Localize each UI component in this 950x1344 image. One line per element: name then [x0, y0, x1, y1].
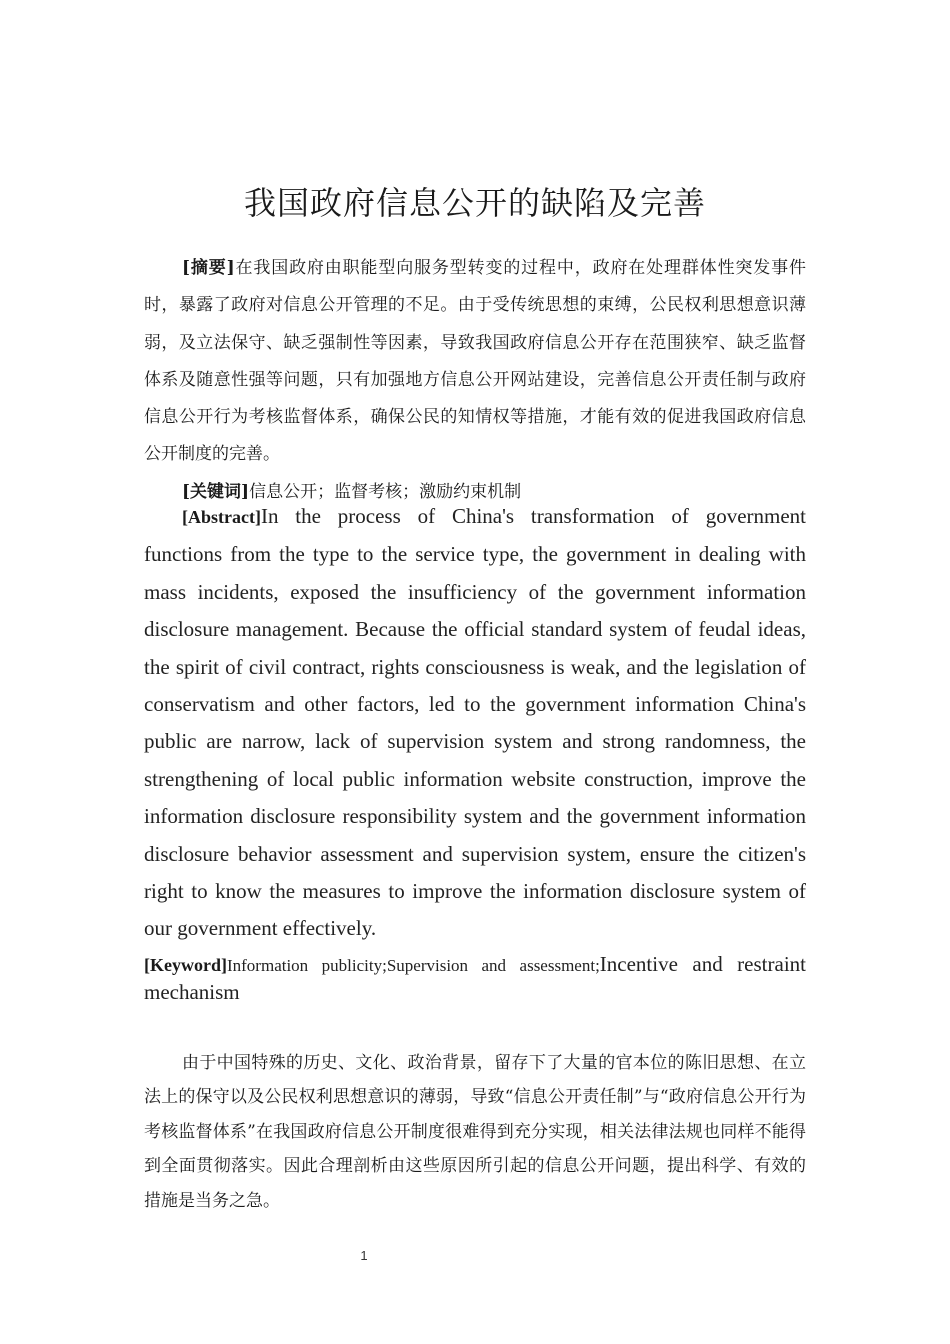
abstract-cn [144, 250, 806, 474]
keywords-en-text-part1: Information publicity;Supervision and assessment; [226, 956, 600, 975]
keywords-cn-label: [关键词] [182, 482, 250, 502]
document-title: 我国政府信息公开的缺陷及完善 [243, 184, 706, 222]
abstract-en [144, 498, 806, 948]
abstract-en-label: [Abstract] [182, 507, 261, 527]
keywords-en-text-part2: Incentive and restraint mechanism [144, 952, 806, 1004]
body-paragraph: 由于中国特殊的历史、文化、政治背景，留存下了大量的官本位的陈旧思想、在立法上的保守以及公民权利思想意识的薄弱，导致“信息公开责任制”与“政府信息公开行为考核监督体系”在我国政府信息公开制度很难得到充分实现，相关法律法规也同样不能得到全面贯彻落实。因此合理剖析由这些原因所引起的信息公开问题，提出科学、有效的措施是当务之急。 [144, 1053, 806, 1211]
abstract-cn-label: [摘要] [182, 258, 235, 278]
keywords-en-label: [Keyword] [144, 955, 227, 975]
abstract-en-text: In the process of China's transformation of government functions from the type to the service type, the government in dealing with mass incidents, exposed the insufficiency of the government information disclosure management. Because the official standard system of feudal ideas, the spirit of civil contract, rights consciousness is weak, and the legislation of conservatism and other factors, led to the government information China's public are narrow, lack of supervision system and strong randomness, the strengthening of local public information website construction, improve the information disclosure responsibility system and the government information disclosure behavior assessment and supervision system, ensure the citizen's right to know the measures to improve the information disclosure system of our government effectively. [144, 504, 806, 941]
keywords-cn-text: 信息公开；监督考核；激励约束机制 [249, 482, 522, 502]
page-number: 1 [360, 1248, 368, 1263]
keywords-en [144, 951, 806, 1005]
abstract-cn-text: 在我国政府由职能型向服务型转变的过程中，政府在处理群体性突发事件时，暴露了政府对信息公开管理的不足。由于受传统思想的束缚，公民权利思想意识薄弱，及立法保守、缺乏强制性等因素，导致我国政府信息公开存在范围狭窄、缺乏监督体系及随意性强等问题，只有加强地方信息公开网站建设，完善信息公开责任制与政府信息公开行为考核监督体系，确保公民的知情权等措施，才能有效的促进我国政府信息公开制度的完善。 [144, 258, 806, 465]
